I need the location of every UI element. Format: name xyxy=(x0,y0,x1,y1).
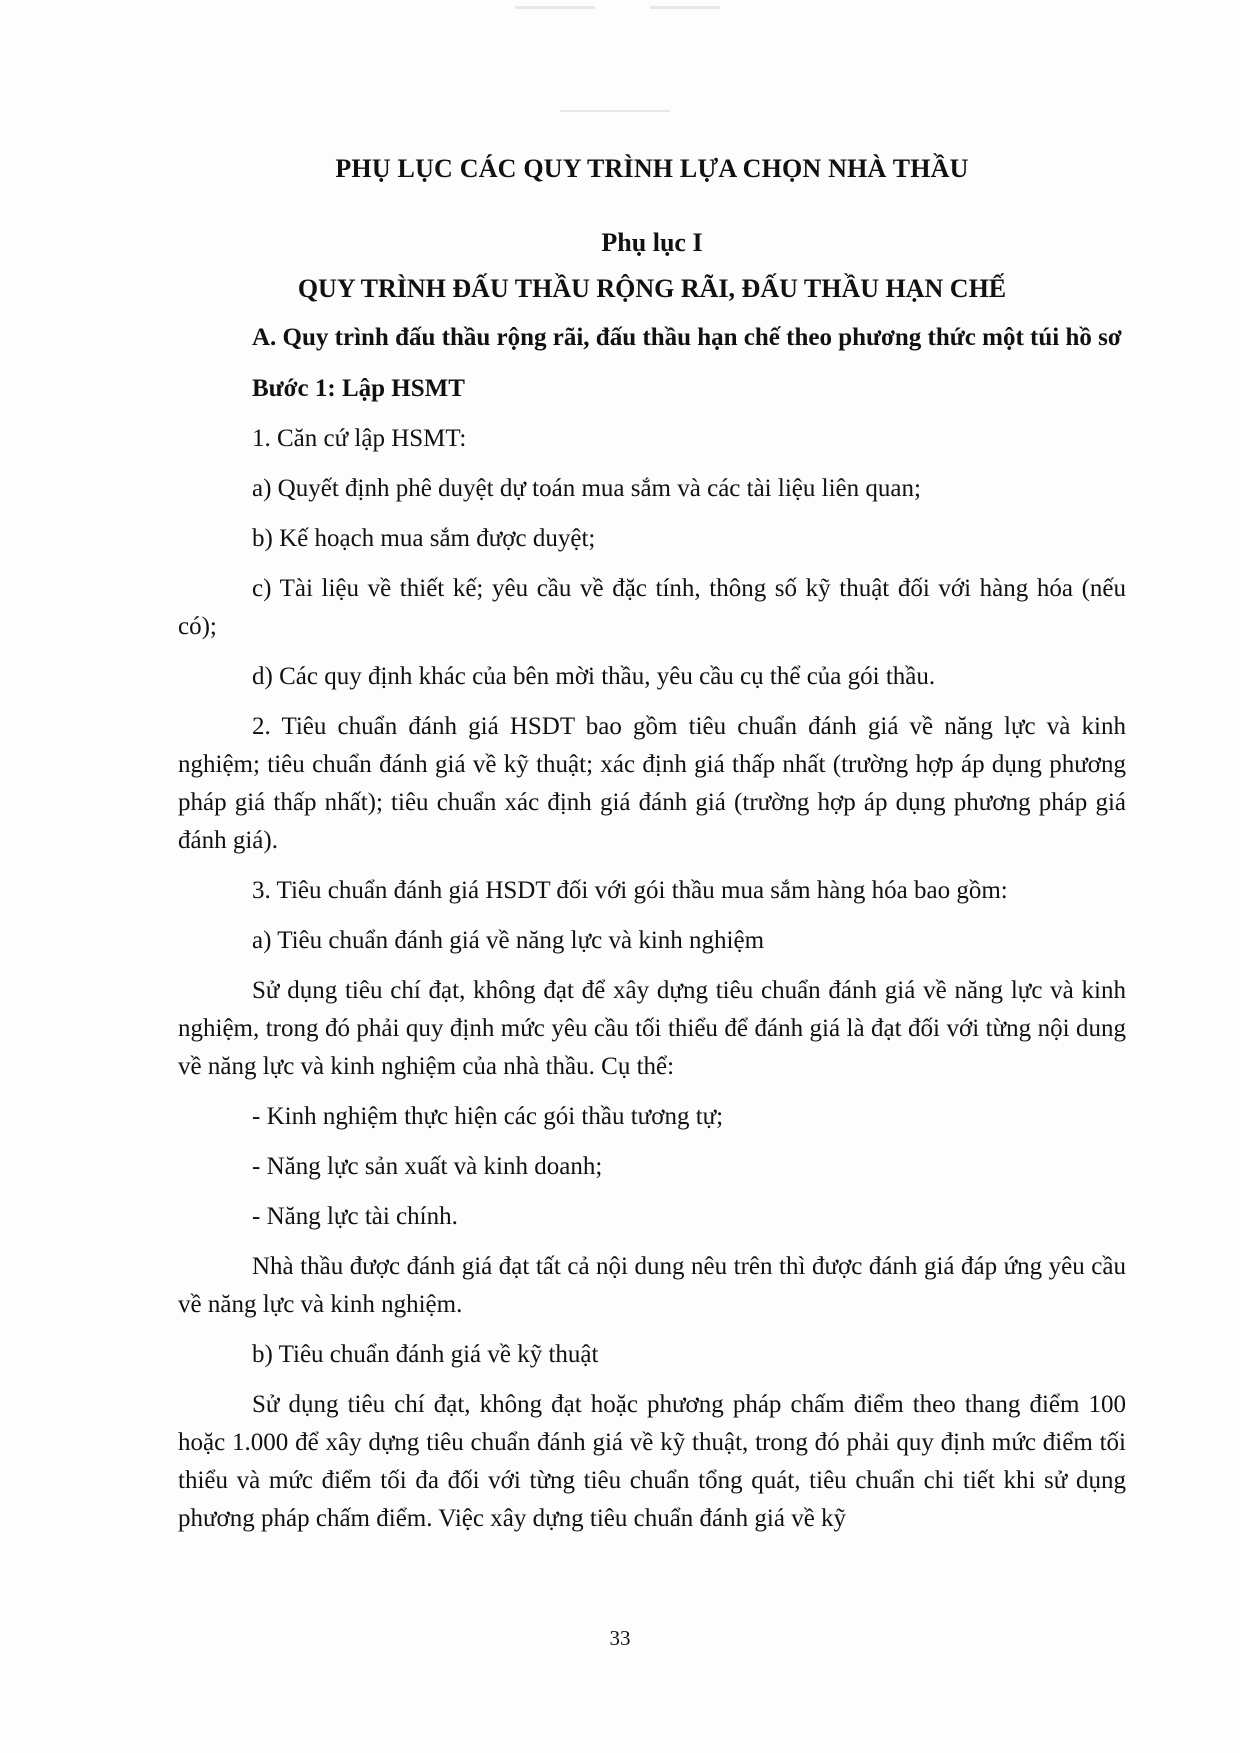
paragraph: Sử dụng tiêu chí đạt, không đạt để xây dựng tiêu chuẩn đánh giá về năng lực và kinh nghiệm, trong đó phải quy định mức yêu cầu tối thiểu để đánh giá là đạt đối với từng nội dung về năng lực và kinh nghiệm của nhà thầu. Cụ thể: xyxy=(178,977,1126,1080)
scan-artifact xyxy=(560,110,670,112)
paragraph: 2. Tiêu chuẩn đánh giá HSDT bao gồm tiêu chuẩn đánh giá về năng lực và kinh nghiệm; tiêu chuẩn đánh giá về kỹ thuật; xác định giá thấp nhất (trường hợp áp dụng phương pháp giá thấp nhất); tiêu chuẩn xác định giá đánh giá (trường hợp áp dụng phương pháp giá đánh giá). xyxy=(178,713,1126,854)
section-heading: A. Quy trình đấu thầu rộng rãi, đấu thầu hạn chế theo phương thức một túi hồ sơ xyxy=(252,324,1122,351)
paragraph: 1. Căn cứ lập HSMT: xyxy=(252,425,467,452)
paragraph: - Kinh nghiệm thực hiện các gói thầu tương tự; xyxy=(252,1103,724,1130)
paragraph: d) Các quy định khác của bên mời thầu, yêu cầu cụ thể của gói thầu. xyxy=(252,663,936,690)
appendix-title: QUY TRÌNH ĐẤU THẦU RỘNG RÃI, ĐẤU THẦU HẠN CHẾ xyxy=(297,274,1007,303)
paragraph: - Năng lực tài chính. xyxy=(252,1203,458,1230)
scan-artifact xyxy=(650,6,720,9)
paragraph: b) Kế hoạch mua sắm được duyệt; xyxy=(252,525,596,552)
paragraph: c) Tài liệu về thiết kế; yêu cầu về đặc tính, thông số kỹ thuật đối với hàng hóa (nếu có); xyxy=(178,575,1126,640)
paragraph: b) Tiêu chuẩn đánh giá về kỹ thuật xyxy=(252,1341,599,1368)
paragraph: Nhà thầu được đánh giá đạt tất cả nội dung nêu trên thì được đánh giá đáp ứng yêu cầu về năng lực và kinh nghiệm. xyxy=(178,1253,1126,1318)
document-body xyxy=(178,150,1126,1550)
paragraph: 3. Tiêu chuẩn đánh giá HSDT đối với gói thầu mua sắm hàng hóa bao gồm: xyxy=(252,877,1008,904)
paragraph: Sử dụng tiêu chí đạt, không đạt hoặc phương pháp chấm điểm theo thang điểm 100 hoặc 1.000 để xây dựng tiêu chuẩn đánh giá về kỹ thuật, trong đó phải quy định mức điểm tối thiểu và mức điểm tối đa đối với từng tiêu chuẩn tổng quát, tiêu chuẩn chi tiết khi sử dụng phương pháp chấm điểm. Việc xây dựng tiêu chuẩn đánh giá về kỹ xyxy=(178,1391,1126,1532)
main-title: PHỤ LỤC CÁC QUY TRÌNH LỰA CHỌN NHÀ THẦU xyxy=(335,154,969,183)
paragraph: a) Tiêu chuẩn đánh giá về năng lực và kinh nghiệm xyxy=(252,927,765,954)
appendix-label: Phụ lục I xyxy=(601,228,703,257)
page-number: 33 xyxy=(609,1626,631,1650)
step-heading: Bước 1: Lập HSMT xyxy=(252,375,465,402)
paragraph: a) Quyết định phê duyệt dự toán mua sắm và các tài liệu liên quan; xyxy=(252,475,921,502)
scan-artifact xyxy=(515,6,595,9)
paragraph: - Năng lực sản xuất và kinh doanh; xyxy=(252,1153,603,1180)
